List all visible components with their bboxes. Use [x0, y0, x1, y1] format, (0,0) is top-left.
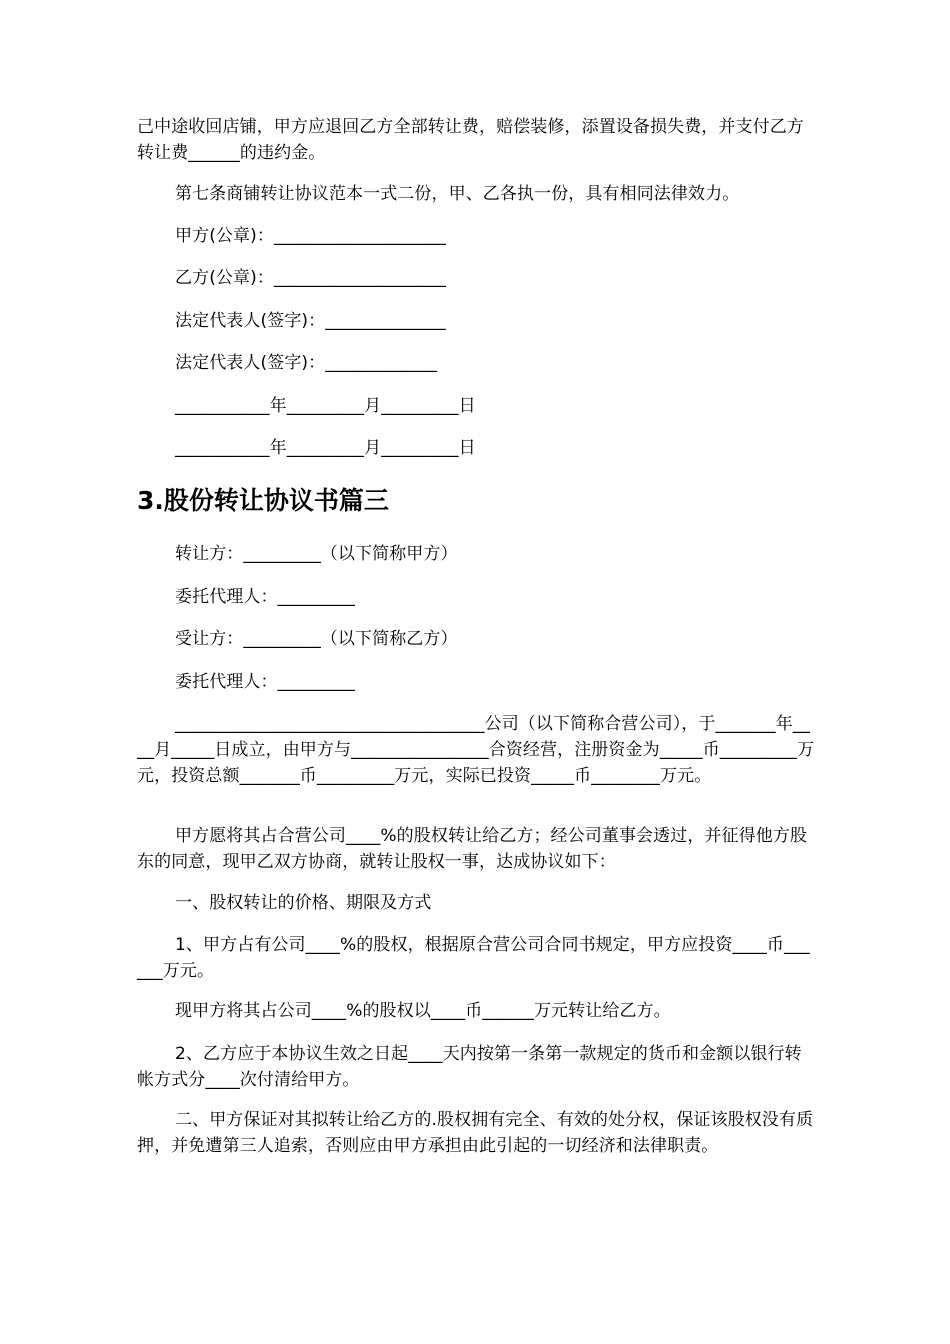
paragraph-article-seven: 第七条商铺转让协议范本一式二份，甲、乙各执一份，具有相同法律效力。: [175, 184, 740, 204]
clause-one-item-2: 2、乙方应于本协议生效之日起____天内按第一条第一款规定的货币和金额以银行转帐方式分____次付清给甲方。: [137, 1044, 802, 1090]
clause-one-transfer-price: 现甲方将其占公司____%的股权以____币______万元转让给乙方。: [175, 1001, 671, 1021]
clause-one-item-1: 1、甲方占有公司____%的股权，根据原合营公司合同书规定，甲方应投资____币______万元。: [137, 935, 810, 981]
paragraph-company-info: ____________________________________公司（以下简称合营公司），于_______年____月_____日成立，由甲方与________________合资经营，注册资金为_____币_________万元，投资总额_______币_________万元，实际已投资_____币________万元。: [137, 714, 815, 786]
transferee-line: 受让方：_________（以下简称乙方）: [175, 629, 458, 649]
transferor-line: 转让方：_________（以下简称甲方）: [175, 544, 458, 564]
party-a-seal-line: 甲方(公章)：____________________: [175, 226, 446, 246]
section-heading: 3.股份转让协议书篇三: [137, 486, 389, 515]
paragraph-default-clause: 己中途收回店铺，甲方应退回乙方全部转让费，赔偿装修，添置设备损失费，并支付乙方转让费______的违约金。: [137, 117, 804, 163]
date-line-1: ___________年_________月_________日: [175, 396, 476, 416]
clause-one-heading: 一、股权转让的价格、期限及方式: [175, 893, 432, 913]
legal-rep-signature-line-1: 法定代表人(签字)：______________: [175, 311, 446, 331]
clause-two: 二、甲方保证对其拟转让给乙方的.股权拥有完全、有效的处分权，保证该股权没有质押，并免遭第三人追索，否则应由甲方承担由此引起的一切经济和法律职责。: [137, 1110, 814, 1156]
transferee-agent-line: 委托代理人：_________: [175, 672, 355, 692]
transferor-agent-line: 委托代理人：_________: [175, 587, 355, 607]
paragraph-transfer-intent: 甲方愿将其占合营公司____%的股权转让给乙方；经公司董事会透过，并征得他方股东的同意，现甲乙双方协商，就转让股权一事，达成协议如下：: [137, 826, 808, 872]
legal-rep-signature-line-2: 法定代表人(签字)：_____________: [175, 353, 438, 373]
date-line-2: ___________年_________月_________日: [175, 438, 476, 458]
party-b-seal-line: 乙方(公章)：____________________: [175, 268, 446, 288]
